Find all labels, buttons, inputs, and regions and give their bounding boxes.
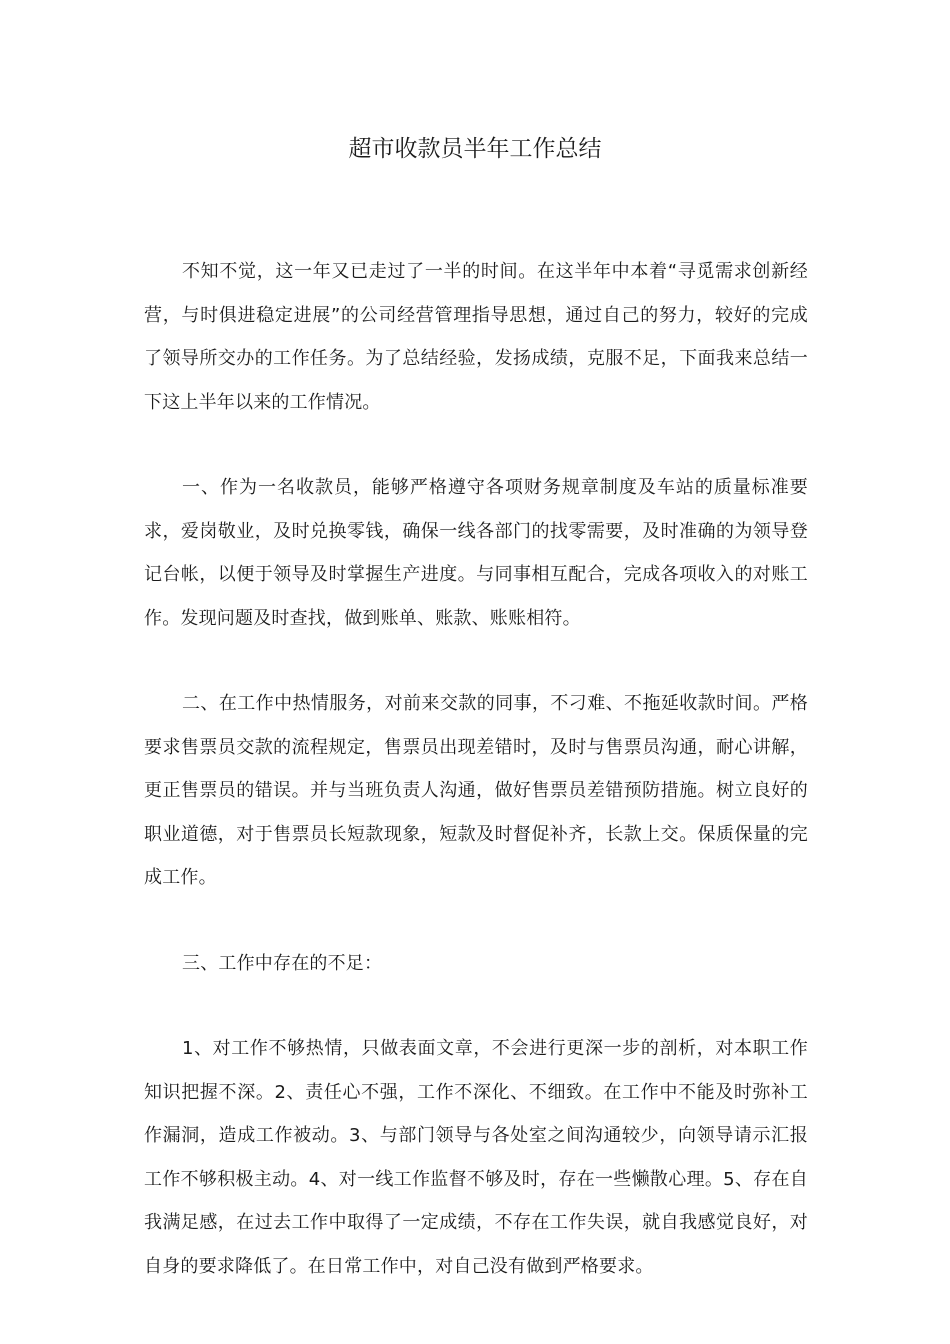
paragraph-section-2: 二、在工作中热情服务，对前来交款的同事，不刁难、不拖延收款时间。严格要求售票员交款的流程规定，售票员出现差错时，及时与售票员沟通，耐心讲解，更正售票员的错误。并与当班负责人沟通，做好售票员差错预防措施。树立良好的职业道德，对于售票员长短款现象，短款及时督促补齐，长款上交。保质保量的完成工作。 [144,693,808,888]
paragraph-shortcomings-list: 1、对工作不够热情，只做表面文章，不会进行更深一步的剖析，对本职工作知识把握不深。2、责任心不强，工作不深化、不细致。在工作中不能及时弥补工作漏洞，造成工作被动。3、与部门领导与各处室之间沟通较少，向领导请示汇报工作不够积极主动。4、对一线工作监督不够及时，存在一些懒散心理。5、存在自我满足感，在过去工作中取得了一定成绩，不存在工作失误，就自我感觉良好，对自身的要求降低了。在日常工作中，对自己没有做到严格要求。 [144,1038,808,1277]
paragraph-intro: 不知不觉，这一年又已走过了一半的时间。在这半年中本着“寻觅需求创新经营，与时俱进稳定进展”的公司经营管理指导思想，通过自己的努力，较好的完成了领导所交办的工作任务。为了总结经验，发扬成绩，克服不足，下面我来总结一下这上半年以来的工作情况。 [144,261,808,413]
paragraph-section-3-heading: 三、工作中存在的不足： [182,952,383,974]
document-body [144,250,808,1288]
paragraph-section-1: 一、作为一名收款员，能够严格遵守各项财务规章制度及车站的质量标准要求，爱岗敬业，及时兑换零钱，确保一线各部门的找零需要，及时准确的为领导登记台帐，以便于领导及时掌握生产进度。与同事相互配合，完成各项收入的对账工作。发现问题及时查找，做到账单、账款、账账相符。 [144,477,808,629]
document-title: 超市收款员半年工作总结 [348,136,602,162]
